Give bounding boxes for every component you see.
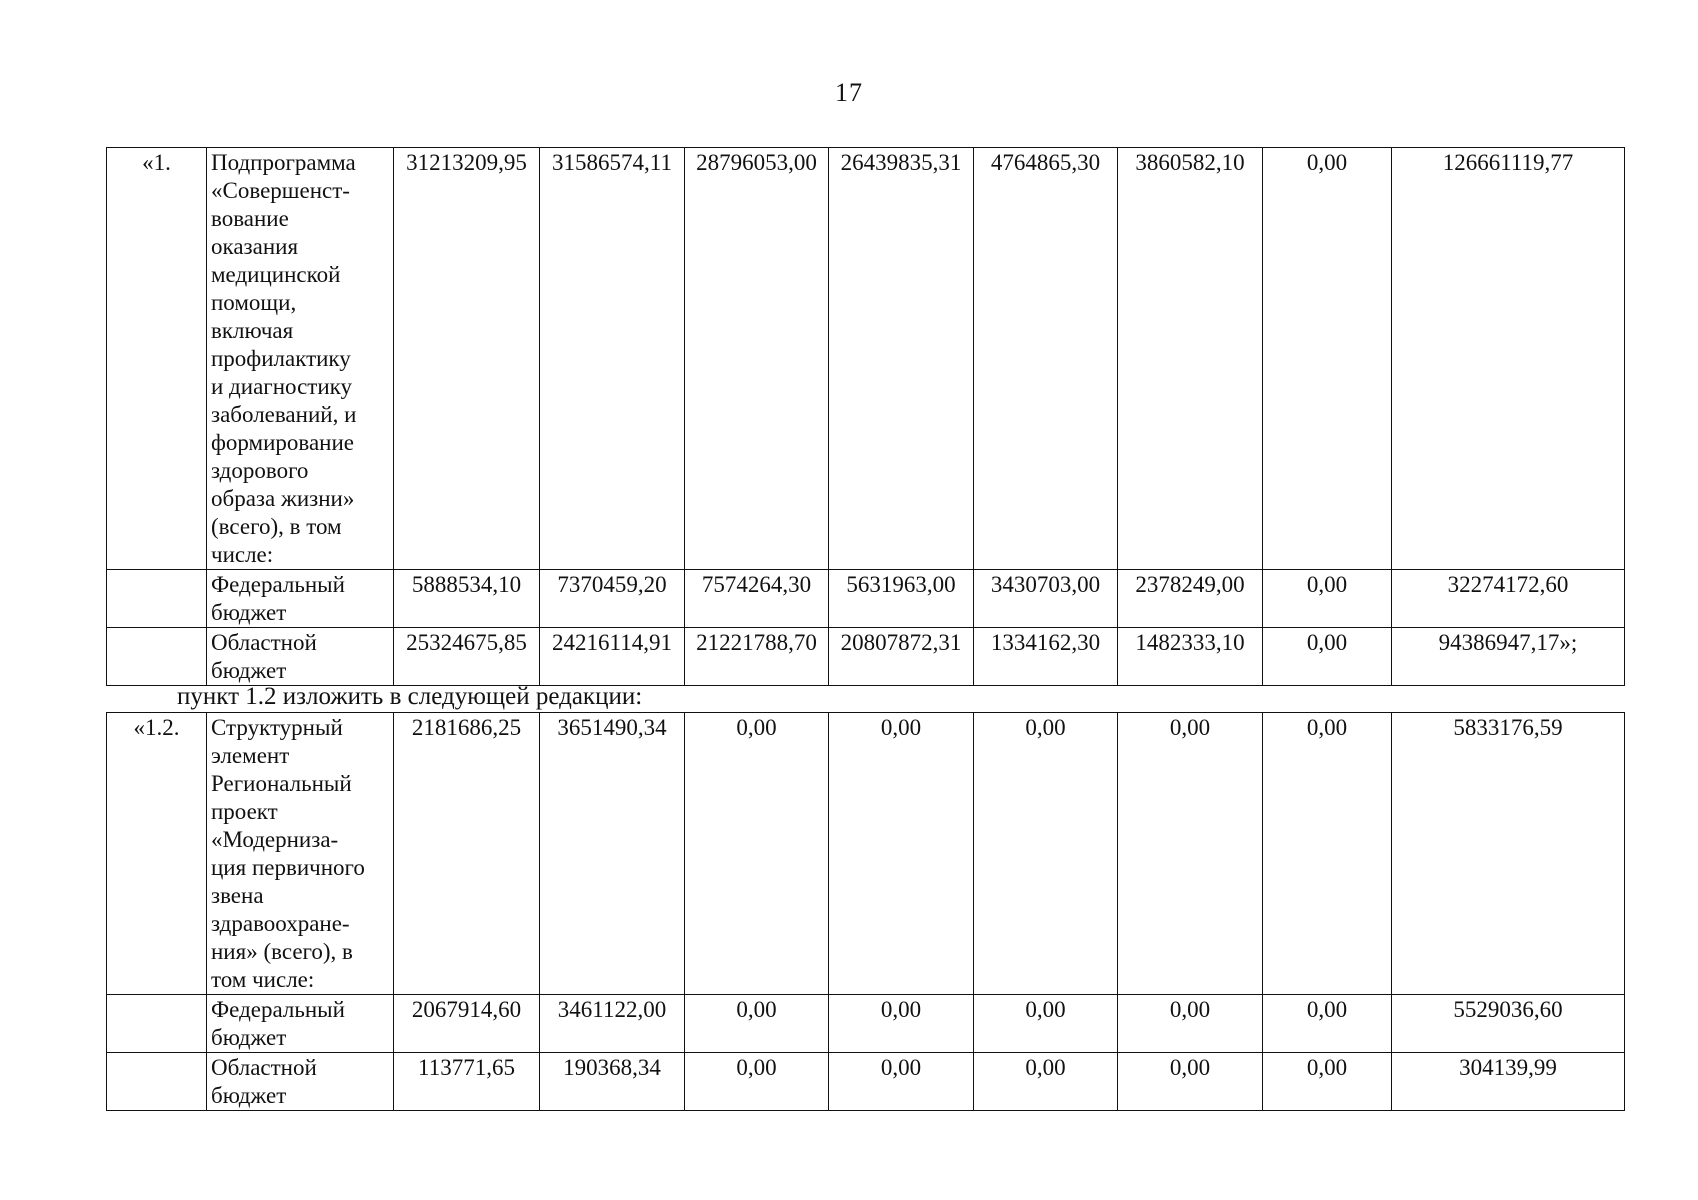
value-cell: 26439835,31 [829, 148, 974, 570]
row-index-cell [107, 1053, 207, 1111]
value-cell: 0,00 [1263, 628, 1392, 686]
row-name-line: вование [211, 206, 289, 231]
value-cell: 0,00 [1263, 995, 1392, 1053]
row-name-line: бюджет [211, 1025, 287, 1050]
row-name-line: числе: [211, 542, 274, 567]
value-cell: 0,00 [1118, 995, 1263, 1053]
table-row [107, 995, 1625, 1053]
value-cell: 0,00 [685, 995, 829, 1053]
value-cell: 0,00 [1263, 1053, 1392, 1111]
row-name-line: «Совершенст- [211, 178, 350, 203]
row-index-cell [107, 570, 207, 628]
row-name-cell [207, 570, 394, 628]
row-name-line: профилактику [211, 346, 351, 371]
value-cell: 5888534,10 [394, 570, 540, 628]
row-index-cell [107, 995, 207, 1053]
value-cell: 7370459,20 [540, 570, 685, 628]
amendment-instruction: пункт 1.2 изложить в следующей редакции: [177, 683, 643, 710]
value-cell: 1482333,10 [1118, 628, 1263, 686]
row-name-line: том числе: [211, 967, 315, 992]
value-cell: 0,00 [685, 1053, 829, 1111]
row-name-line: бюджет [211, 600, 287, 625]
value-cell: 3651490,34 [540, 713, 685, 995]
row-index-cell: «1. [107, 148, 207, 570]
row-name-line: Областной [211, 630, 317, 655]
value-cell: 126661119,77 [1392, 148, 1625, 570]
row-name-line: формирование [211, 430, 355, 455]
table-row [107, 628, 1625, 686]
value-cell: 190368,34 [540, 1053, 685, 1111]
value-cell: 3860582,10 [1118, 148, 1263, 570]
value-cell: 5631963,00 [829, 570, 974, 628]
row-name-cell [207, 1053, 394, 1111]
value-cell: 113771,65 [394, 1053, 540, 1111]
row-name-cell [207, 148, 394, 570]
value-cell: 2067914,60 [394, 995, 540, 1053]
value-cell: 3430703,00 [974, 570, 1118, 628]
row-name-line: включая [211, 318, 294, 343]
value-cell: 5833176,59 [1392, 713, 1625, 995]
row-name-line: Областной [211, 1055, 317, 1080]
row-name-line: заболеваний, и [211, 402, 357, 427]
value-cell: 0,00 [1263, 570, 1392, 628]
row-name-line: медицинской [211, 262, 341, 287]
value-cell: 94386947,17»; [1392, 628, 1625, 686]
value-cell: 0,00 [829, 1053, 974, 1111]
table-row [107, 148, 1625, 570]
value-cell: 24216114,91 [540, 628, 685, 686]
row-name-cell [207, 713, 394, 995]
value-cell: 0,00 [829, 995, 974, 1053]
budget-table-subprogram-1 [106, 147, 1625, 686]
row-index-cell [107, 628, 207, 686]
row-name-line: оказания [211, 234, 299, 259]
value-cell: 0,00 [1263, 713, 1392, 995]
value-cell: 31586574,11 [540, 148, 685, 570]
value-cell: 304139,99 [1392, 1053, 1625, 1111]
value-cell: 2378249,00 [1118, 570, 1263, 628]
value-cell: 0,00 [1263, 148, 1392, 570]
value-cell: 28796053,00 [685, 148, 829, 570]
value-cell: 0,00 [974, 713, 1118, 995]
value-cell: 0,00 [974, 995, 1118, 1053]
row-name-line: элемент [211, 743, 290, 768]
value-cell: 20807872,31 [829, 628, 974, 686]
row-name-line: образа жизни» [211, 486, 355, 511]
page-number: 17 [835, 78, 863, 107]
value-cell: 5529036,60 [1392, 995, 1625, 1053]
row-name-line: помощи, [211, 290, 297, 315]
row-name-line: ния» (всего), в [211, 939, 353, 964]
value-cell: 25324675,85 [394, 628, 540, 686]
table-row [107, 570, 1625, 628]
value-cell: 1334162,30 [974, 628, 1118, 686]
row-name-line: Подпрограмма [211, 150, 356, 175]
row-name-line: Региональный [211, 771, 352, 796]
row-name-line: здравоохране- [211, 911, 350, 936]
row-name-cell [207, 628, 394, 686]
row-name-line: звена [211, 883, 264, 908]
value-cell: 31213209,95 [394, 148, 540, 570]
budget-table-item-1-2 [106, 712, 1625, 1111]
row-name-line: проект [211, 799, 278, 824]
row-name-line: Федеральный [211, 572, 345, 597]
row-index-cell: «1.2. [107, 713, 207, 995]
value-cell: 0,00 [1118, 713, 1263, 995]
table-row [107, 1053, 1625, 1111]
value-cell: 21221788,70 [685, 628, 829, 686]
value-cell: 3461122,00 [540, 995, 685, 1053]
row-name-cell [207, 995, 394, 1053]
row-name-line: и диагностику [211, 374, 353, 399]
value-cell: 7574264,30 [685, 570, 829, 628]
row-name-line: здорового [211, 458, 309, 483]
row-name-line: бюджет [211, 1083, 287, 1108]
row-name-line: Федеральный [211, 997, 345, 1022]
row-name-line: ция первичного [211, 855, 365, 880]
value-cell: 2181686,25 [394, 713, 540, 995]
value-cell: 4764865,30 [974, 148, 1118, 570]
row-name-line: (всего), в том [211, 514, 342, 539]
value-cell: 0,00 [974, 1053, 1118, 1111]
value-cell: 0,00 [1118, 1053, 1263, 1111]
row-name-line: бюджет [211, 658, 287, 683]
row-name-line: Структурный [211, 715, 343, 740]
row-name-line: «Модерниза- [211, 827, 339, 852]
value-cell: 32274172,60 [1392, 570, 1625, 628]
table-row [107, 713, 1625, 995]
value-cell: 0,00 [685, 713, 829, 995]
value-cell: 0,00 [829, 713, 974, 995]
